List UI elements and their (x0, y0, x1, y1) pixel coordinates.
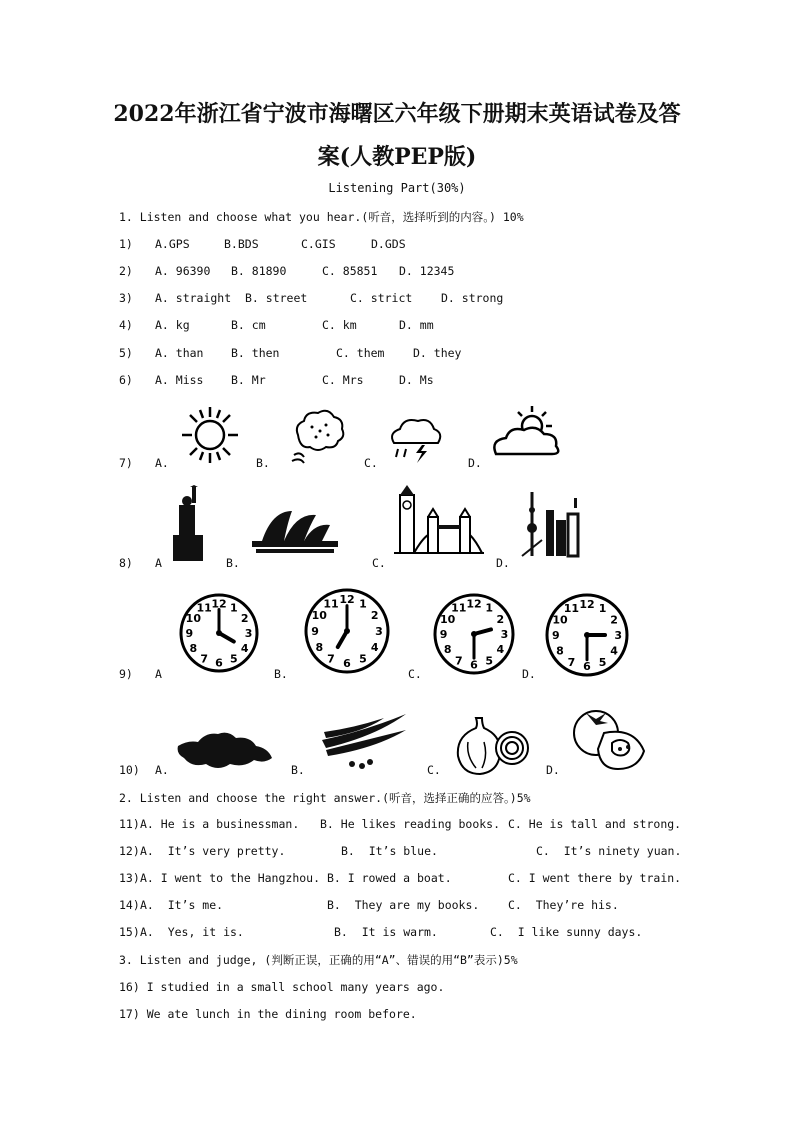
q4-option-a: A. kg (155, 318, 190, 332)
q11-number: 11) (119, 817, 140, 831)
q1-option-c: C.GIS (301, 237, 336, 251)
q8-label-b: B. (226, 556, 240, 570)
q7-label-d: D. (468, 456, 482, 470)
q12-option-c: C. It’s ninety yuan. (536, 844, 682, 858)
svg-text:11: 11 (323, 597, 339, 611)
q7-number: 7) (119, 456, 133, 470)
q3-option-d: D. strong (441, 291, 504, 305)
q5-option-b: B. then (231, 346, 280, 360)
q12-option-b: B. It’s blue. (341, 844, 438, 858)
q5-option-a: A. than (155, 346, 204, 360)
svg-text:3: 3 (500, 628, 509, 641)
q10-number: 10) (119, 763, 140, 777)
q14-number: 14) (119, 898, 140, 912)
svg-text:7: 7 (327, 652, 335, 666)
svg-text:11: 11 (451, 601, 467, 615)
svg-text:7: 7 (567, 656, 576, 670)
q10-label-c: C. (427, 763, 441, 777)
section2-heading: 2. Listen and choose the right answer.(听音，选择正确的应答。)5% (119, 791, 531, 805)
svg-text:12: 12 (579, 597, 595, 611)
sun-icon (180, 405, 240, 465)
q6-option-c: C. Mrs (322, 373, 364, 387)
q9-label-a: A (155, 667, 162, 681)
clock-icon (178, 592, 260, 674)
svg-text:2: 2 (496, 612, 505, 626)
q1-option-d: D.GDS (371, 237, 406, 251)
svg-text:7: 7 (454, 654, 463, 668)
q9-label-d: D. (522, 667, 536, 681)
q14-option-a: A. It’s me. (140, 898, 224, 912)
svg-text:5: 5 (485, 654, 494, 668)
q3-option-a: A. straight (155, 291, 232, 305)
q1-option-b: B.BDS (224, 237, 259, 251)
svg-text:5: 5 (229, 652, 238, 666)
svg-text:8: 8 (556, 644, 564, 658)
q14-option-c: C. They’re his. (508, 898, 619, 912)
q8-label-c: C. (372, 556, 386, 570)
svg-text:3: 3 (375, 625, 383, 638)
svg-text:12: 12 (339, 593, 355, 607)
q8-label-a: A (155, 556, 162, 570)
svg-text:8: 8 (189, 641, 198, 655)
q11-option-b: B. He likes reading books. (320, 817, 501, 831)
svg-text:7: 7 (200, 652, 209, 666)
q6-option-d: D. Ms (399, 373, 434, 387)
q11-option-a: A. He is a businessman. (140, 817, 300, 831)
svg-text:9: 9 (311, 625, 319, 638)
q8-number: 8) (119, 556, 133, 570)
q6-option-a: A. Miss (155, 373, 204, 387)
q10-label-d: D. (546, 763, 560, 777)
svg-text:6: 6 (343, 656, 351, 670)
q8-label-d: D. (496, 556, 510, 570)
q12-option-a: A. It’s very pretty. (140, 844, 286, 858)
q13-option-b: B. I rowed a boat. (327, 871, 452, 885)
q4-option-b: B. cm (231, 318, 266, 332)
clock-icon (303, 587, 391, 675)
q12-number: 12) (119, 844, 140, 858)
q5-option-d: D. they (413, 346, 462, 360)
q3-number: 3) (119, 291, 133, 305)
q13-option-c: C. I went there by train. (508, 871, 682, 885)
svg-text:5: 5 (359, 652, 367, 666)
svg-text:4: 4 (610, 644, 618, 658)
svg-text:10: 10 (552, 613, 568, 627)
svg-text:8: 8 (443, 643, 452, 657)
q6-number: 6) (119, 373, 133, 387)
svg-text:4: 4 (496, 643, 505, 657)
q14-option-b: B. They are my books. (327, 898, 480, 912)
svg-text:9: 9 (551, 629, 560, 642)
clock-icon (544, 592, 630, 678)
svg-text:2: 2 (610, 613, 618, 627)
big-ben-tower-bridge-icon (394, 483, 484, 555)
svg-text:11: 11 (563, 601, 580, 615)
svg-text:8: 8 (315, 640, 324, 654)
svg-text:1: 1 (359, 597, 367, 611)
green-beans-icon (318, 710, 413, 772)
svg-text:12: 12 (211, 597, 227, 611)
q3-option-b: B. street (245, 291, 308, 305)
q10-label-a: A. (155, 763, 169, 777)
sun-behind-cloud-icon (490, 402, 562, 464)
section1-heading: 1. Listen and choose what you hear.(听音，选择听到的内容。) 10% (119, 210, 524, 224)
q1-number: 1) (119, 237, 133, 251)
q7-label-c: C. (364, 456, 378, 470)
q6-option-b: B. Mr (231, 373, 266, 387)
q2-number: 2) (119, 264, 133, 278)
q10-label-b: B. (291, 763, 305, 777)
statement-17: 17) We ate lunch in the dining room before. (119, 1007, 417, 1021)
svg-text:11: 11 (196, 601, 212, 615)
q7-label-a: A. (155, 456, 169, 470)
svg-text:3: 3 (614, 629, 623, 642)
svg-text:10: 10 (439, 612, 456, 626)
svg-text:6: 6 (470, 658, 478, 672)
statue-of-liberty-icon (165, 485, 210, 563)
q13-option-a: A. I went to the Hangzhou. (140, 871, 321, 885)
q4-number: 4) (119, 318, 133, 332)
q9-label-b: B. (274, 667, 288, 681)
svg-text:6: 6 (215, 656, 223, 670)
q5-number: 5) (119, 346, 133, 360)
svg-text:2: 2 (370, 609, 379, 623)
q2-option-a: A. 96390 (155, 264, 211, 278)
svg-text:10: 10 (311, 609, 327, 623)
svg-text:4: 4 (370, 640, 379, 654)
page-title-continued: 案(人教PEP版) (317, 144, 477, 170)
svg-text:2: 2 (240, 612, 249, 626)
svg-text:1: 1 (598, 601, 607, 615)
svg-text:3: 3 (244, 627, 253, 640)
onion-icon (452, 712, 532, 776)
ginger-icon (176, 728, 276, 770)
svg-text:4: 4 (240, 641, 249, 655)
q4-option-c: C. km (322, 318, 357, 332)
q4-option-d: D. mm (399, 318, 434, 332)
shanghai-skyline-icon (518, 490, 588, 560)
svg-text:9: 9 (439, 628, 448, 641)
q15-option-c: C. I like sunny days. (490, 925, 643, 939)
svg-text:9: 9 (185, 627, 194, 640)
statement-16: 16) I studied in a small school many years ago. (119, 980, 445, 994)
q5-option-c: C. them (336, 346, 385, 360)
section3-heading: 3. Listen and judge, (判断正误，正确的用“A”、错误的用“B”表示)5% (119, 953, 518, 967)
svg-text:6: 6 (583, 660, 591, 674)
q2-option-c: C. 85851 (322, 264, 378, 278)
q15-number: 15) (119, 925, 140, 939)
svg-text:5: 5 (598, 656, 607, 670)
windy-cloud-icon (288, 405, 348, 465)
q9-label-c: C. (408, 667, 422, 681)
svg-text:10: 10 (185, 612, 201, 626)
svg-text:1: 1 (229, 601, 238, 615)
q2-option-d: D. 12345 (399, 264, 455, 278)
clock-icon (432, 592, 516, 676)
q13-number: 13) (119, 871, 140, 885)
tomato-icon (568, 703, 650, 773)
q2-option-b: B. 81890 (231, 264, 287, 278)
page-title: 2022年浙江省宁波市海曙区六年级下册期末英语试卷及答 (113, 101, 681, 127)
q11-option-c: C. He is tall and strong. (508, 817, 682, 831)
thunderstorm-icon (386, 415, 446, 465)
q9-number: 9) (119, 667, 133, 681)
svg-text:1: 1 (485, 601, 494, 615)
part-subtitle: Listening Part(30%) (328, 181, 466, 195)
svg-text:12: 12 (466, 597, 482, 611)
q7-label-b: B. (256, 456, 270, 470)
q15-option-a: A. Yes, it is. (140, 925, 244, 939)
q15-option-b: B. It is warm. (334, 925, 438, 939)
sydney-opera-house-icon (250, 505, 340, 555)
q3-option-c: C. strict (350, 291, 413, 305)
q1-option-a: A.GPS (155, 237, 190, 251)
